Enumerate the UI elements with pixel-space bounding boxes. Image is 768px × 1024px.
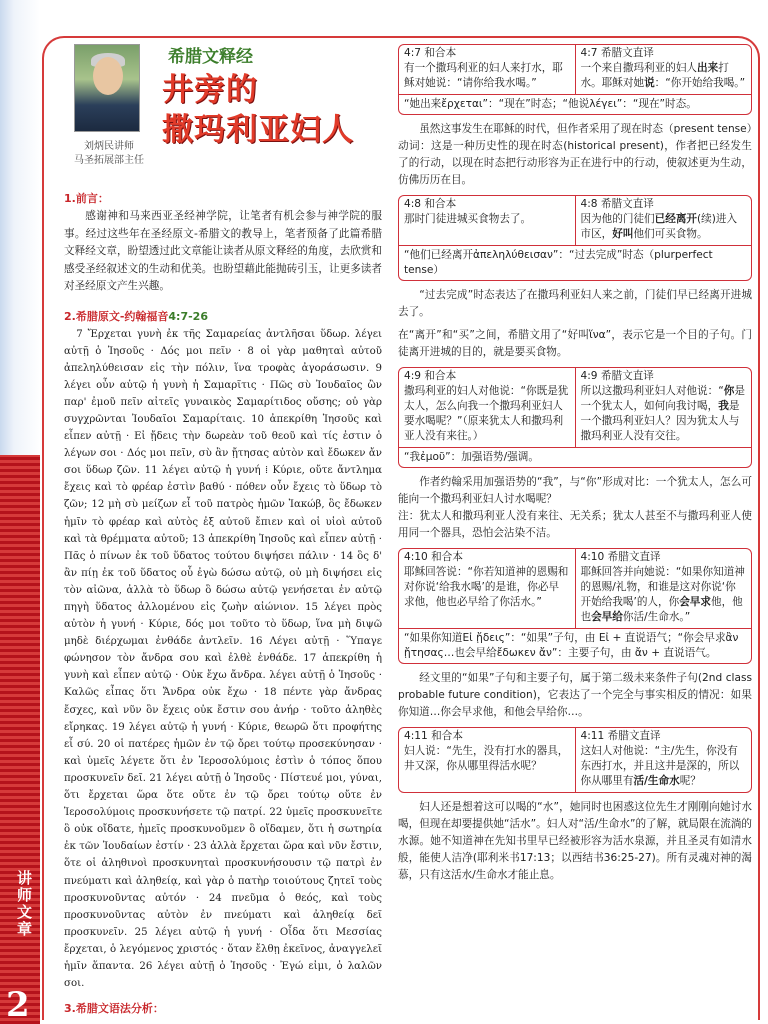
- commentary-paragraph: 作者约翰采用加强语势的“我”，与“你”形成对比：一个犹太人，怎么可能向一个撒玛利亚妇人讨水喝呢？: [398, 476, 752, 505]
- commentary-paragraph: 虽然这事发生在耶稣的时代，但作者采用了现在时态（present tense）动词：这是一种历史性的现在时态(historical present)，作者把已经发生了的行动，以现在时态把行动形容为正在进行中的行动，使叙述更为生动，仿佛历历在目。: [398, 123, 752, 186]
- box-text: 因为他的门徒们已经离开(续)进入市区，好叫他们可买食物。: [580, 213, 738, 240]
- box-head: 4:7 希腊文直译: [580, 47, 654, 59]
- section-heading: 2.希腊原文-约翰福音4:7-26: [64, 309, 208, 323]
- box-text: 耶稣回答并向她说：“如果你知道神的恩赐/礼物，和谁是这对你说‘你开始给我喝’的人，你会早求他，他也会早给你活/生命水。”: [580, 566, 745, 623]
- comparison-box: [398, 727, 752, 793]
- box-text: 有一个撒玛利亚的妇人来打水，耶稣对她说：“请你给我水喝。”: [404, 62, 563, 89]
- greek-text: 7 Ἔρχεται γυνὴ ἐκ τῆς Σαμαρείας ἀντλῆσαι ὕδωρ. λέγει αὐτῇ ὁ Ἰησοῦς · Δός μοι πεῖν · 8 οἱ γὰρ μαθηταὶ αὐτοῦ ἀπεληλύθεισαν εἰς τὴν πόλιν, ἵνα τροφὰς ἀγοράσωσιν. 9 λέγει οὖν αὐτῷ ἡ γυνὴ ἡ Σαμαρῖτις · Πῶς σὺ Ἰουδαῖος ὢν παρ' ἐμοῦ πεῖν αἰτεῖς γυναικὸς Σαμαρίτιδος οὔσης; οὐ γὰρ συγχρῶνται Ἰουδαῖοι Σαμαρίταις. 10 ἀπεκρίθη Ἰησοῦς καὶ εἶπεν αὐτῇ · Εἰ ᾔδεις τὴν δωρεὰν τοῦ θεοῦ καὶ τίς ἐστιν ὁ λέγων σοι · Δός μοι πεῖν, σὺ ἂν ᾔτησας αὐτὸν καὶ ἔδωκεν ἄν σοι ὕδωρ ζῶν. 11 λέγει αὐτῷ ἡ γυνή ⁞ Κύριε, οὔτε ἄντλημα ἔχεις καὶ τὸ φρέαρ ἐστὶν βαθύ · πόθεν οὖν ἔχεις τὸ ὕδωρ τὸ ζῶν; 12 μὴ σὺ μείζων εἶ τοῦ πατρὸς ἡμῶν Ἰακώβ, ὃς ἔδωκεν ἡμῖν τὸ φρέαρ καὶ αὐτὸς ἐξ αὐτοῦ ἔπιεν καὶ οἱ υἱοὶ αὐτοῦ καὶ τὰ θρέμματα αὐτοῦ; 13 ἀπεκρίθη Ἰησοῦς καὶ εἶπεν αὐτῇ · Πᾶς ὁ πίνων ἐκ τοῦ ὕδατος τούτου διψήσει πάλιν · 14 ὃς δ' ἂν πίῃ ἐκ τοῦ ὕδατος οὗ ἐγὼ δώσω αὐτῷ, οὐ μὴ διψήσει εἰς τὸν αἰῶνα, ἀλλὰ τὸ ὕδωρ ὃ δώσω αὐτῷ γενήσεται ἐν αὐτῷ πηγὴ ὕδατος ἁλλομένου εἰς ζωὴν αἰώνιον. 15 λέγει πρὸς αὐτὸν ἡ γυνή · Κύριε, δός μοι τοῦτο τὸ ὕδωρ, ἵνα μὴ διψῶ μηδὲ διέρχωμαι ἐνθάδε ἀντλεῖν. 16 Λέγει αὐτῇ · Ὕπαγε φώνησον τὸν ἄνδρα σου καὶ ἐλθὲ ἐνθάδε. 17 ἀπεκρίθη ἡ γυνὴ καὶ εἶπεν αὐτῷ · Οὐκ ἔχω ἄνδρα. λέγει αὐτῇ ὁ Ἰησοῦς · Καλῶς εἶπας ὅτι Ἄνδρα οὐκ ἔχω · 18 πέντε γὰρ ἄνδρας ἔσχες, καὶ νῦν ὃν ἔχεις οὐκ ἔστιν σου ἀνήρ · τοῦτο ἀληθὲς εἴρηκας. 19 λέγει αὐτῷ ἡ γυνή · Κύριε, θεωρῶ ὅτι προφήτης εἶ σύ. 20 οἱ πατέρες ἡμῶν ἐν τῷ ὄρει τούτῳ προσεκύνησαν · καὶ ὑμεῖς λέγετε ὅτι ἐν Ἱεροσολύμοις ἐστὶν ὁ τόπος ὅπου προσκυνεῖν δεῖ. 21 λέγει αὐτῇ ὁ Ἰησοῦς · Πίστευέ μοι, γύναι, ὅτι ἔρχεται ὥρα ὅτε οὔτε ἐν τῷ ὄρει τούτῳ οὔτε ἐν Ἱεροσολύμοις προσκυνήσετε τῷ πατρί. 22 ὑμεῖς προσκυνεῖτε ὃ οὐκ οἴδατε, ἡμεῖς προσκυνοῦμεν ὃ οἴδαμεν, ὅτι ἡ σωτηρία ἐκ τῶν Ἰουδαίων ἐστίν · 23 ἀλλὰ ἔρχεται ὥρα καὶ νῦν ἔστιν, ὅτε οἱ ἀληθινοὶ προσκυνηταὶ προσκυνήσουσιν τῷ πατρὶ ἐν πνεύματι καὶ ἀληθείᾳ, καὶ γὰρ ὁ πατὴρ τοιούτους ζητεῖ τοὺς προσκυνοῦντας αὐτόν · 24 πνεῦμα ὁ θεός, καὶ τοὺς προσκυνοῦντας αὐτὸν ἐν πνεύματι καὶ ἀληθείᾳ δεῖ προσκυνεῖν. 25 λέγει αὐτῷ ἡ γυνή · Οἶδα ὅτι Μεσσίας ἔρχεται, ὁ λεγόμενος χριστός · ὅταν ἔλθῃ ἐκεῖνος, ἀναγγελεῖ ἡμῖν ἅπαντα. 26 λέγει αὐτῇ ὁ Ἰησοῦς · Ἐγώ εἰμι, ὁ λαλῶν σοι.: [64, 328, 382, 990]
- box-head: 4:11 希腊文直译: [580, 730, 661, 742]
- box-head: 4:9 希腊文直译: [580, 370, 654, 382]
- author-caption: 刘炳民讲师 马圣拓展部主任: [74, 141, 144, 166]
- box-text: 这妇人对他说：“主/先生，你没有东西打水，并且这井是深的，所以你从哪里有活/生命水呢？: [580, 745, 740, 787]
- commentary-paragraph: “过去完成”时态表达了在撒玛利亚妇人来之前，门徒们早已经离开进城去了。: [398, 289, 752, 318]
- box-note: “如果你知道Εἰ ᾔδεις”：“如果”子句，由 Εἰ + 直说语气；“你会早求ἂν ᾔτησας…也会早给ἔδωκεν ἄν”：主要子句，由 ἄν + 直说语气。: [399, 628, 751, 663]
- left-body: [64, 190, 382, 1018]
- box-head: 4:7 和合本: [404, 47, 457, 59]
- intro-paragraph: 感谢神和马来西亚圣经神学院，让笔者有机会参与神学院的服事。经过这些年在圣经原文-希腊文的教导上，笔者预备了此篇希腊文释经文章，盼望透过此文章能让读者从原文释经的角度，去欣赏和感受圣经叙述文的生动和优美。也盼望藉此能抛砖引玉，让更多读者对圣经原文产生兴趣。: [64, 210, 382, 292]
- box-text: 妇人说：“先生，没有打水的器具，井又深，你从哪里得活水呢？: [404, 745, 569, 772]
- box-text: 耶稣回答说：“你若知道神的恩赐和对你说‘给我水喝’的是谁，你必早求他，他也必早给了你活水。”: [404, 566, 569, 608]
- box-head: 4:10 和合本: [404, 551, 463, 563]
- side-section-label: 讲师文章: [15, 870, 33, 938]
- box-head: 4:11 和合本: [404, 730, 463, 742]
- section-heading: 3.希腊文语法分析：: [64, 1002, 164, 1016]
- article-title: 井旁的 撒玛利亚妇人: [162, 72, 354, 148]
- commentary-note: 注：犹太人和撒玛利亚人没有来往、无关系；犹太人甚至不与撒玛利亚人使用同一个器具，恐怕会沾染不洁。: [398, 510, 752, 539]
- box-text: 所以这撒玛利亚妇人对他说：“你是一个犹太人，如何向我讨喝，我是一个撒玛利亚妇人？因为犹太人与撒玛利亚人没有交往。: [580, 385, 745, 442]
- box-note: “他们已经离开ἀπεληλύθεισαν”：“过去完成”时态（plurperfect tense）: [399, 245, 751, 280]
- commentary-paragraph: 经文里的“如果”子句和主要子句，属于第二级未来条件子句(2nd class probable future condition)，它表达了一个完全与事实相反的情况：如果你知道…你会早求他，和他会早给你…。: [398, 672, 752, 718]
- commentary-paragraph: 在“离开”和“买”之间，希腊文用了“好叫ἵνα”，表示它是一个目的子句。门徒离开进城的目的，就是要买食物。: [398, 329, 752, 358]
- page-number: 2: [6, 985, 30, 1024]
- box-note: “她出来ἔρχεται”：“现在”时态；“他说λέγει”：“现在”时态。: [399, 94, 751, 114]
- box-head: 4:8 和合本: [404, 198, 457, 210]
- commentary-paragraph: 妇人还是想着这可以喝的“水”，她同时也困惑这位先生才刚刚向她讨水喝，但现在却要提供她“活水”。妇人对“活/生命水”的了解，就局限在流淌的水源。她不知道神在先知书里早已经被形容为活水泉源，并且圣灵有如清水般，能使人洁净(耶利米书17:13；以西结书36:25-27)。所有灵魂对神的渴慕，只有这活水/生命水才能止息。: [398, 801, 752, 881]
- box-text: 撒玛利亚的妇人对他说：“你既是犹太人，怎么向我一个撒玛利亚妇人要水喝呢？”（原来犹太人和撒玛利亚人没有来往。）: [404, 385, 569, 442]
- box-head: 4:8 希腊文直译: [580, 198, 654, 210]
- comparison-box: [398, 195, 752, 281]
- box-head: 4:10 希腊文直译: [580, 551, 661, 563]
- author-photo: [74, 44, 140, 132]
- box-text: 那时门徒进城买食物去了。: [404, 213, 532, 225]
- comparison-box: [398, 548, 752, 664]
- box-note: “我ἐμοῦ”：加强语势/强调。: [399, 447, 751, 467]
- right-column: [398, 44, 752, 890]
- box-head: 4:9 和合本: [404, 370, 457, 382]
- box-text: 一个来自撒玛利亚的妇人出来打水。耶稣对她说：“你开始给我喝。”: [580, 62, 746, 89]
- side-strip: [0, 455, 40, 1024]
- series-title: 希腊文释经: [168, 47, 253, 67]
- section-heading: 1.前言：: [64, 192, 109, 205]
- comparison-box: [398, 367, 752, 468]
- comparison-box: [398, 44, 752, 115]
